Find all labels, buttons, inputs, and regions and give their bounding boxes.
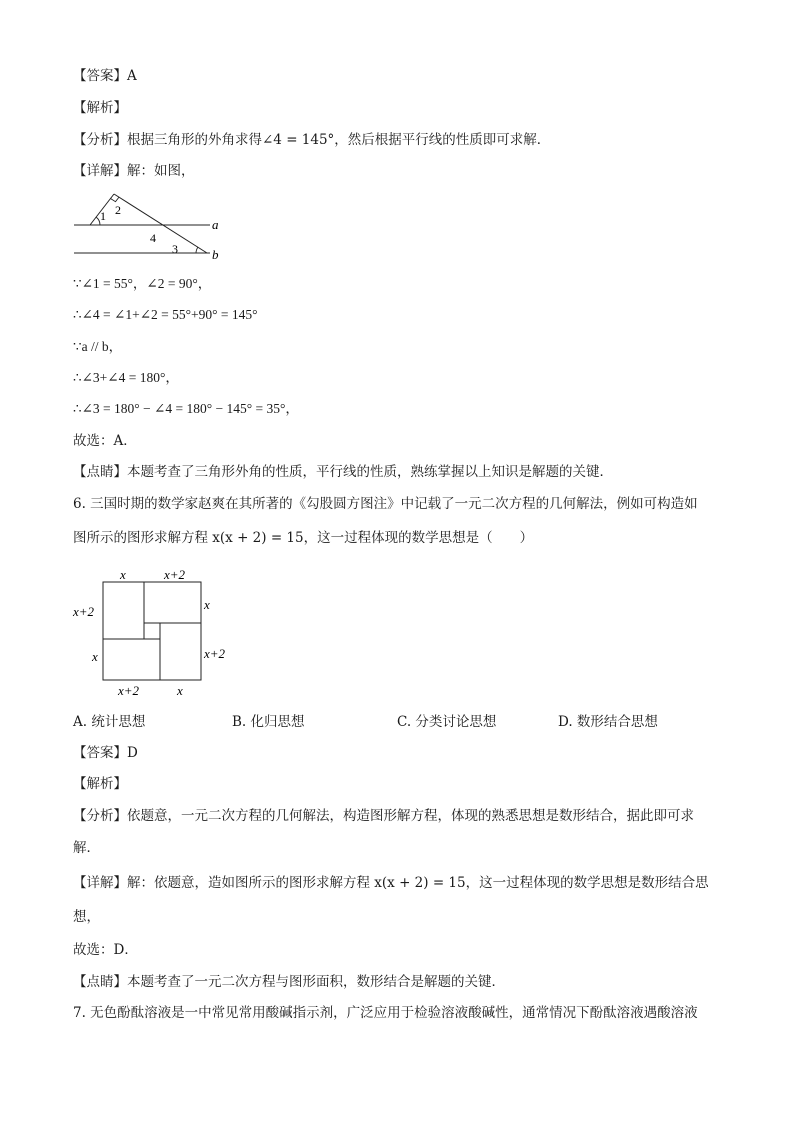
q6-answer: 【答案】D	[73, 745, 138, 761]
q5-parallel-lines-figure	[70, 190, 230, 262]
q6-option-b: B. 化归思想	[232, 714, 305, 730]
left-x-label: x	[92, 649, 98, 664]
q5-step-1: ∵∠1 = 55°，∠2 = 90°，	[73, 276, 212, 291]
angle-2-label: 2	[115, 203, 121, 217]
q5-choice: 故选：A．	[73, 433, 137, 449]
q5-step-4: ∴∠3+∠4 = 180°，	[73, 370, 179, 385]
q5-step-3: ∵a // b，	[73, 339, 123, 354]
q5-step-2: ∴∠4 = ∠1+∠2 = 55°+90° = 145°	[73, 307, 258, 322]
rect-bottom-right	[160, 623, 201, 680]
q5-analysis-heading: 【解析】	[73, 100, 127, 116]
q6-xiangjie-line2: 想，	[73, 909, 100, 925]
bottom-x2-label: x+2	[118, 683, 140, 698]
q5-fenxi: 【分析】根据三角形的外角求得∠4 = 145°，然后根据平行线的性质即可求解．	[73, 132, 551, 148]
line-b-label: b	[212, 247, 219, 262]
bottom-x-label: x	[177, 683, 183, 698]
q6-dianjing: 【点睛】本题考查了一元二次方程与图形面积，数形结合是解题的关键．	[73, 974, 505, 990]
q5-xiangjie: 【详解】解：如图，	[73, 163, 195, 179]
q5-step-5: ∴∠3 = 180° − ∠4 = 180° − 145° = 35°，	[73, 401, 299, 416]
q6-fenxi-line1: 【分析】依题意，一元二次方程的几何解法，构造图形解方程，体现的熟悉思想是数形结合，据此即可求	[73, 808, 694, 824]
outer-square	[103, 582, 201, 680]
q6-stem-line1: 6. 三国时期的数学家赵爽在其所著的《勾股圆方图注》中记载了一元二次方程的几何解法，例如可构造如	[73, 496, 698, 512]
q6-stem-line2: 图所示的图形求解方程 x(x + 2) = 15，这一过程体现的数学思想是（ ）	[73, 530, 534, 546]
rect-top-left	[103, 582, 144, 639]
angle-1-label: 1	[100, 209, 106, 223]
q6-fenxi-line2: 解．	[73, 840, 100, 856]
q6-xiangjie-line1: 【详解】解：依题意，造如图所示的图形求解方程 x(x + 2) = 15，这一过程体现的数学思想是数形结合思	[73, 875, 709, 891]
q5-answer: 【答案】A	[73, 68, 137, 84]
q6-square-figure	[70, 565, 240, 700]
angle-3-label: 3	[172, 242, 178, 256]
left-x2-label: x+2	[73, 604, 95, 619]
line-a-label: a	[212, 217, 219, 232]
angle-4-label: 4	[150, 231, 156, 245]
rect-top-right	[144, 582, 201, 623]
rect-bottom-left	[103, 639, 160, 680]
q6-choice: 故选：D．	[73, 942, 138, 958]
transversal	[114, 194, 207, 253]
right-x2-label: x+2	[204, 646, 226, 661]
q6-option-d: D. 数形结合思想	[558, 714, 658, 730]
angle-3-arc	[196, 247, 198, 253]
top-x-label: x	[120, 567, 126, 582]
q6-analysis-heading: 【解析】	[73, 776, 127, 792]
right-angle-mark	[111, 197, 120, 202]
q6-option-a: A. 统计思想	[73, 714, 146, 730]
top-x2-label: x+2	[164, 567, 186, 582]
q6-option-c: C. 分类讨论思想	[397, 714, 497, 730]
q7-stem-line1: 7. 无色酚酞溶液是一中常见常用酸碱指示剂，广泛应用于检验溶液酸碱性，通常情况下酚酞溶液遇酸溶液	[73, 1005, 698, 1021]
q5-dianjing: 【点睛】本题考查了三角形外角的性质，平行线的性质，熟练掌握以上知识是解题的关键．	[73, 464, 613, 480]
right-x-label: x	[204, 597, 210, 612]
